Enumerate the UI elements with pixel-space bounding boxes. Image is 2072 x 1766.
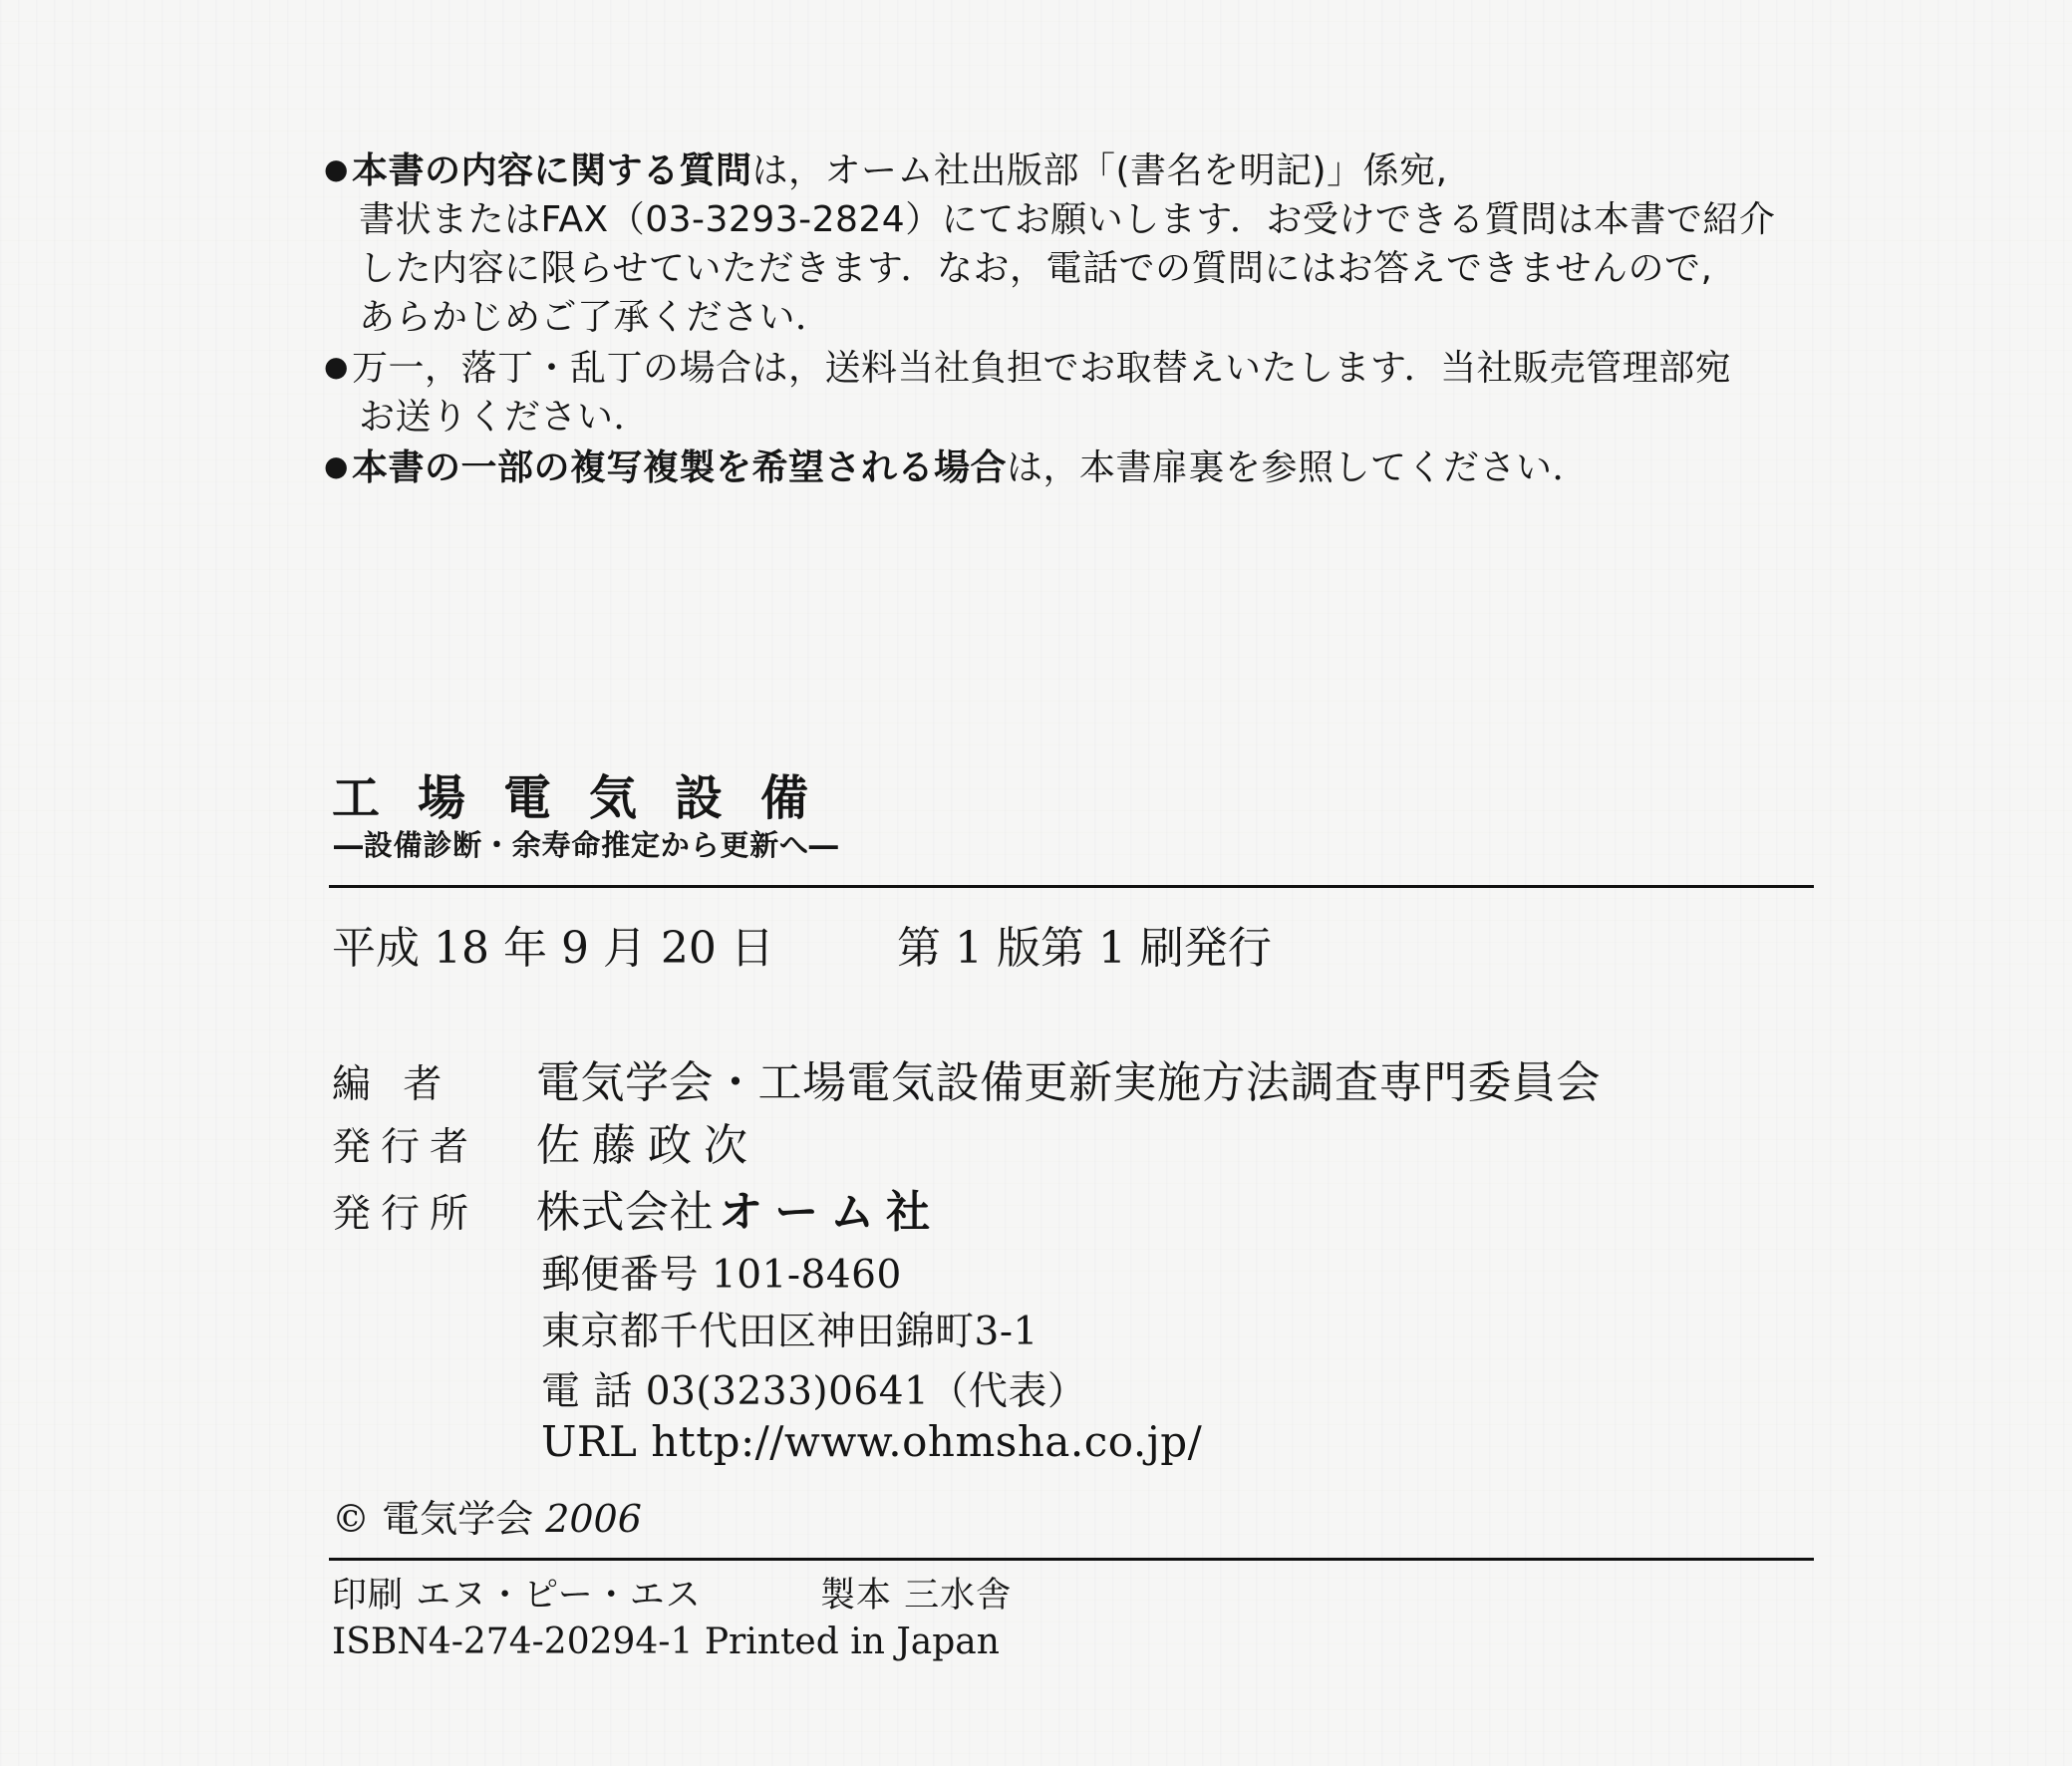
office-prefix: 株式会社 (536, 1187, 714, 1238)
note-questions-line: 書状またはFAX（03-3293-2824）にてお願いします．お受けできる質問は本書で紹介 (359, 199, 1776, 240)
street-address: 東京都千代田区神田錦町3-1 (541, 1310, 1038, 1354)
bullet-icon: ● (324, 350, 349, 383)
publication-date: 平成 18 年 9 月 20 日 (332, 923, 774, 974)
office-name: オーム社 (719, 1187, 943, 1238)
editor-row (332, 1046, 1601, 1110)
publisher-row (332, 1109, 759, 1173)
book-title: 工場電気設備 (332, 770, 847, 826)
isbn: ISBN4-274-20294-1 Printed in Japan (332, 1621, 1000, 1662)
divider (329, 885, 1814, 888)
note-copying-text: は，本書扉裏を参照してください． (1007, 447, 1590, 488)
bullet-icon: ● (324, 152, 349, 185)
note-defects (324, 342, 1809, 393)
printer: 印刷 エヌ・ピー・エス (332, 1576, 702, 1616)
note-questions-heading: 本書の内容に関する質問 (352, 150, 752, 191)
edition: 第 1 版第 1 刷発行 (897, 923, 1272, 974)
note-defects-line: お送りください． (359, 397, 651, 438)
publisher-label: 発行者 (332, 1125, 479, 1170)
note-copying (324, 442, 1809, 492)
bullet-icon: ● (324, 449, 349, 482)
copyright-holder: © 電気学会 (332, 1497, 534, 1541)
editor-name: 電気学会・工場電気設備更新実施方法調査専門委員会 (536, 1057, 1601, 1108)
office-row (332, 1176, 942, 1240)
website-url: URL http://www.ohmsha.co.jp/ (541, 1417, 1203, 1466)
note-questions (324, 145, 1809, 195)
note-questions-text: は，オーム社出版部「(書名を明記)」係宛, (751, 150, 1448, 191)
publisher-name: 佐藤政次 (536, 1120, 759, 1171)
copyright-year: 2006 (545, 1497, 642, 1541)
office-label: 発行所 (332, 1192, 479, 1237)
note-questions-line: した内容に限らせていただきます．なお，電話での質問にはお答えできませんので, (359, 248, 1713, 289)
copyright (332, 1488, 642, 1543)
editor-label: 編 者 (332, 1062, 452, 1107)
note-questions-line: あらかじめご了承ください． (359, 297, 832, 338)
telephone: 電 話 03(3233)0641（代表） (541, 1369, 1087, 1414)
binder: 製本 三水舎 (820, 1576, 1013, 1616)
reader-notes (324, 145, 1809, 492)
divider (329, 1558, 1814, 1561)
book-subtitle: ―設備診断・余寿命推定から更新へ― (334, 828, 839, 862)
postal-code: 郵便番号 101-8460 (541, 1253, 902, 1298)
note-defects-text: 万一，落丁・乱丁の場合は，送料当社負担でお取替えいたします．当社販売管理部宛 (352, 348, 1732, 389)
note-copying-heading: 本書の一部の複写複製を希望される場合 (352, 447, 1008, 488)
